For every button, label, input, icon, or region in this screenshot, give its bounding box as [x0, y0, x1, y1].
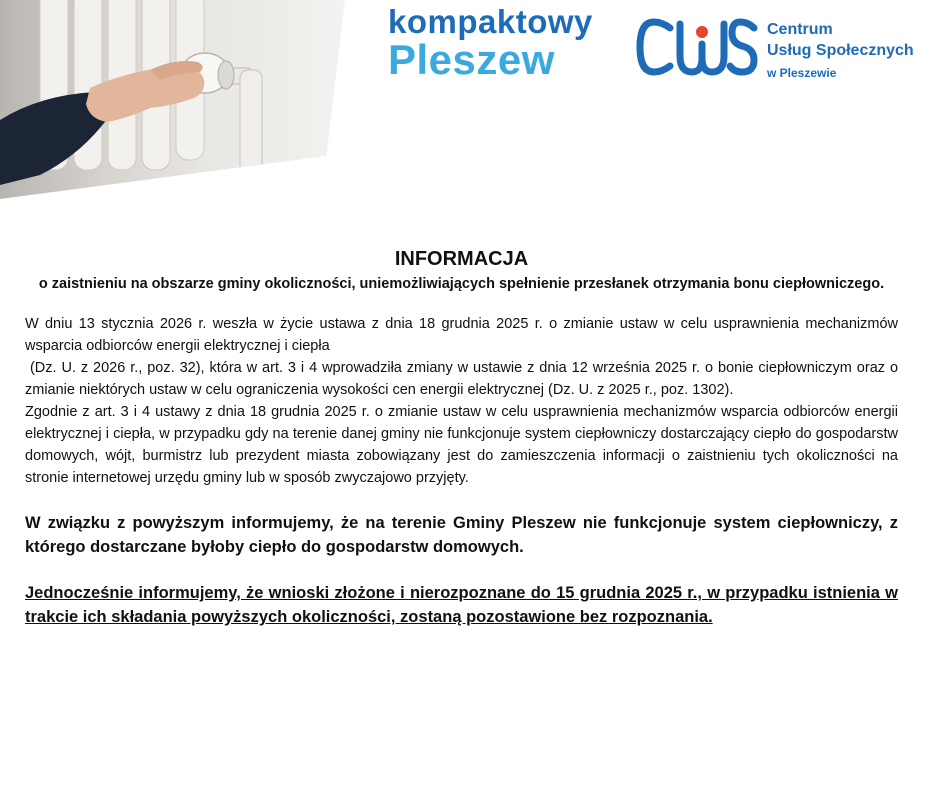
logo-kompaktowy-pleszew [386, 4, 618, 84]
cus-logo-mark-icon [636, 18, 758, 76]
paragraph-3-bold: W związku z powyższym informujemy, że na terenie Gminy Pleszew nie funkcjonuje system ciepłowniczy, z którego dostarczane byłoby ciepło do gospodarstw domowych. [25, 514, 898, 556]
logo-cus-line1: Centrum [767, 21, 833, 38]
paragraph-4-bold-underlined: Jednocześnie informujemy, że wnioski złożone i nierozpoznane do 15 grudnia 2025 r., w przypadku istnienia w trakcie ich składania powyższych okoliczności, zostaną pozostawione bez rozpoznania. [25, 584, 898, 626]
document-title: INFORMACJA [394, 248, 529, 270]
logo-pleszew-text: Pleszew [388, 36, 555, 83]
logo-kompaktowy-text: kompaktowy [388, 3, 593, 40]
logo-cus-line2: Usług Społecznych [767, 42, 914, 59]
document-subtitle: o zaistnieniu na obszarze gminy okoliczności, uniemożliwiających spełnienie przesłanek otrzymania bonu ciepłowniczego. [38, 276, 885, 292]
logo-cus-line3: w Pleszewie [767, 66, 837, 80]
paragraph-1-line-1: W dniu 13 stycznia 2026 r. weszła w życie ustawa z dnia 18 grudnia 2025 r. o zmianie ustaw w celu usprawnienia mechanizmów wsparcia odbiorców energii elektrycznej i ciepła [25, 316, 898, 354]
paragraph-2: Zgodnie z art. 3 i 4 ustawy z dnia 18 grudnia 2025 r. o zmianie ustaw w celu usprawnienia mechanizmów wsparcia odbiorców energii elektrycznej i ciepła, w przypadku gdy na terenie danej gminy nie funkcjonuje system ciepłowniczy dostarczający ciepło do gospodarstw domowych, wójt, burmistrz lub prezydent miasta zobowiązany jest do zamieszczenia informacji o zaistnieniu tych okoliczności na stronie internetowej urzędu gminy lub w sposób zwyczajowo przyjęty. [25, 404, 898, 486]
document-body [25, 246, 903, 629]
logo-centrum-uslug-spolecznych [636, 14, 936, 84]
radiator-hand-illustration [0, 0, 345, 200]
paragraph-1-line-2: (Dz. U. z 2026 r., poz. 32), która w art. 3 i 4 wprowadziła zmiany w ustawie z dnia 12 września 2025 r. o bonie ciepłowniczym oraz o zmianie niektórych ustaw w celu ograniczenia wysokości cen energii elektrycznej (Dz. U. z 2025 r., poz. 1302). [25, 360, 903, 398]
header-photo-radiator [0, 0, 345, 200]
